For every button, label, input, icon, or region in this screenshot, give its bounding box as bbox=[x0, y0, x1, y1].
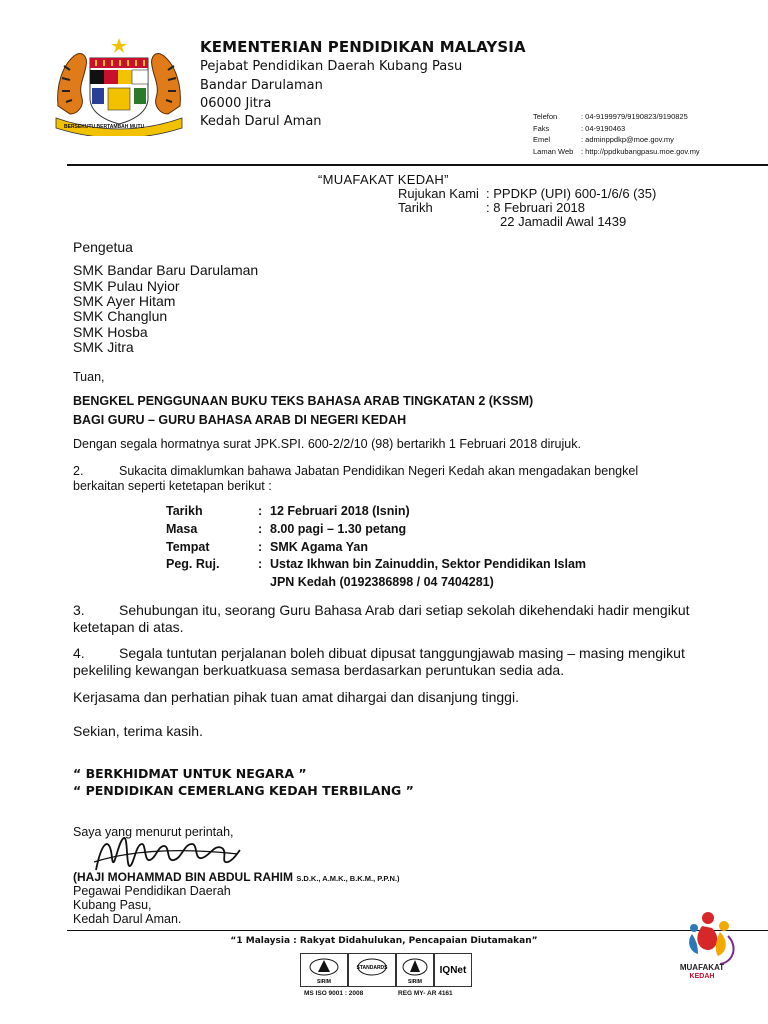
slogan-1: “ BERKHIDMAT UNTUK NEGARA ” bbox=[73, 766, 307, 781]
contact-label: Laman Web bbox=[533, 146, 574, 156]
detail-row-time: Masa : 8.00 pagi – 1.30 petang bbox=[166, 522, 407, 536]
muafakat-motto: “MUAFAKAT KEDAH” bbox=[318, 172, 449, 187]
signatory-titles: S.D.K., A.M.K., B.K.M., P.P.N.) bbox=[296, 874, 400, 883]
paragraph-number: 2. bbox=[73, 464, 84, 478]
closing: Sekian, terima kasih. bbox=[73, 723, 203, 739]
detail-value: Ustaz Ikhwan bin Zainuddin, Sektor Pendidikan Islam bbox=[270, 557, 587, 571]
signatory-name-text: (HAJI MOHAMMAD BIN ABDUL RAHIM bbox=[73, 870, 293, 884]
school-item: SMK Hosba bbox=[73, 324, 148, 340]
paragraph-number: 3. bbox=[73, 602, 85, 618]
date-value: : 8 Februari 2018 bbox=[486, 200, 586, 215]
footer-tagline: “1 Malaysia : Rakyat Didahulukan, Pencapaian Diutamakan” bbox=[230, 936, 538, 946]
office-line-3: 06000 Jitra bbox=[200, 96, 272, 111]
detail-row-date: Tarikh : 12 Februari 2018 (Isnin) bbox=[166, 504, 410, 518]
paragraph-text: Sehubungan itu, seorang Guru Bahasa Arab dari setiap sekolah dikehendaki hadir mengikut bbox=[119, 602, 690, 618]
crest-motto-text: BERSEKUTU BERTAMBAH MUTU bbox=[64, 124, 145, 130]
detail-row-venue: Tempat : SMK Agama Yan bbox=[166, 540, 368, 554]
fax-value: : 04-9190463 bbox=[581, 123, 626, 133]
detail-label: Masa bbox=[166, 522, 198, 536]
sign-off-intro: Saya yang menurut perintah, bbox=[73, 825, 234, 839]
date-label: Tarikh bbox=[398, 200, 433, 215]
email-value: : adminppdkp@moe.gov.my bbox=[581, 135, 674, 144]
header-divider bbox=[67, 164, 768, 166]
detail-label: Tarikh bbox=[166, 504, 203, 518]
paragraph-number: 4. bbox=[73, 645, 85, 661]
recipient-title: Pengetua bbox=[73, 239, 133, 255]
detail-row-contact: Peg. Ruj. : Ustaz Ikhwan bin Zainuddin, Sektor Pendidikan Islam bbox=[166, 557, 587, 571]
paragraph-4-line-2: pekeliling kewangan berkuatkuasa semasa berdasarkan peruntukan sedia ada. bbox=[73, 662, 565, 678]
contact-label: Telefon bbox=[533, 112, 558, 121]
logo-label: KEDAH bbox=[689, 973, 715, 980]
badge-text: SIRIM bbox=[408, 979, 422, 985]
school-item: SMK Changlun bbox=[73, 308, 168, 324]
footer-divider bbox=[67, 930, 768, 931]
reference-value: : PPDKP (UPI) 600-1/6/6 (35) bbox=[486, 186, 657, 201]
signatory-place-2: Kedah Darul Aman. bbox=[73, 912, 182, 926]
paragraph-text: Segala tuntutan perjalanan boleh dibuat dipusat tanggungjawab masing – masing mengikut bbox=[119, 645, 685, 661]
detail-value: 12 Februari 2018 (Isnin) bbox=[270, 504, 410, 518]
school-item: SMK Bandar Baru Darulaman bbox=[73, 262, 259, 278]
badge-text: STANDARDS bbox=[356, 965, 388, 971]
reference-line bbox=[398, 186, 656, 201]
detail-contact-continued: JPN Kedah (0192386898 / 04 7404281) bbox=[270, 575, 494, 589]
paragraph-text: Sukacita dimaklumkan bahawa Jabatan Pendidikan Negeri Kedah akan mengadakan bengkel bbox=[119, 464, 639, 478]
iso-cert-label: MS ISO 9001 : 2008 bbox=[304, 990, 364, 997]
contact-label: Emel bbox=[533, 135, 551, 144]
office-line-2: Bandar Darulaman bbox=[200, 78, 323, 93]
sirim-quality-badge bbox=[300, 953, 348, 987]
school-item: SMK Pulau Nyior bbox=[73, 278, 180, 294]
detail-label: Peg. Ruj. bbox=[166, 557, 220, 571]
badge-text: SIRIM bbox=[317, 979, 331, 985]
signatory-name bbox=[73, 870, 400, 884]
muafakat-kedah-logo bbox=[672, 906, 740, 980]
office-line-4: Kedah Darul Aman bbox=[200, 114, 322, 129]
signatory-place-1: Kubang Pasu, bbox=[73, 898, 152, 912]
paragraph-3-line-1 bbox=[73, 602, 690, 618]
sirim-quality-badge-2 bbox=[396, 953, 434, 987]
registration-label: REG MY- AR 4161 bbox=[398, 990, 453, 997]
detail-value: 8.00 pagi – 1.30 petang bbox=[270, 522, 407, 536]
paragraph-2-line-1 bbox=[73, 464, 638, 478]
paragraph-2-line-2: berkaitan seperti ketetapan berikut : bbox=[73, 479, 272, 493]
school-item: SMK Jitra bbox=[73, 339, 134, 355]
logo-label: MUAFAKAT bbox=[679, 963, 725, 972]
date-line bbox=[398, 200, 585, 215]
website-value: : http://ppdkubangpasu.moe.gov.my bbox=[581, 146, 700, 156]
school-item: SMK Ayer Hitam bbox=[73, 293, 176, 309]
detail-value: SMK Agama Yan bbox=[270, 540, 368, 554]
paragraph-3-line-2: ketetapan di atas. bbox=[73, 619, 184, 635]
reference-label: Rujukan Kami bbox=[398, 186, 479, 201]
salutation: Tuan, bbox=[73, 370, 105, 384]
phone-value: : 04-9199979/9190823/9190825 bbox=[581, 112, 688, 121]
paragraph-1: Dengan segala hormatnya surat JPK.SPI. 600-2/2/10 (98) bertarikh 1 Februari 2018 dirujuk. bbox=[73, 437, 581, 451]
signatory-role: Pegawai Pendidikan Daerah bbox=[73, 884, 231, 898]
office-line-1: Pejabat Pendidikan Daerah Kubang Pasu bbox=[200, 59, 463, 74]
standards-badge bbox=[348, 953, 396, 987]
subject-line-2: BAGI GURU – GURU BAHASA ARAB DI NEGERI KEDAH bbox=[73, 413, 407, 427]
detail-label: Tempat bbox=[166, 540, 210, 554]
paragraph-4-line-1 bbox=[73, 645, 685, 661]
ministry-name: KEMENTERIAN PENDIDIKAN MALAYSIA bbox=[200, 38, 526, 56]
slogan-2: “ PENDIDIKAN CEMERLANG KEDAH TERBILANG ” bbox=[73, 783, 414, 798]
iqnet-badge bbox=[434, 953, 472, 987]
contact-label: Faks bbox=[533, 123, 550, 133]
malaysia-coat-of-arms-logo bbox=[52, 36, 186, 136]
hijri-date: 22 Jamadil Awal 1439 bbox=[500, 214, 627, 229]
contact-info bbox=[533, 111, 700, 157]
badge-text: IQNet bbox=[439, 965, 467, 976]
subject-line-1: BENGKEL PENGGUNAAN BUKU TEKS BAHASA ARAB TINGKATAN 2 (KSSM) bbox=[73, 394, 534, 408]
paragraph-5: Kerjasama dan perhatian pihak tuan amat dihargai dan disanjung tinggi. bbox=[73, 689, 519, 705]
